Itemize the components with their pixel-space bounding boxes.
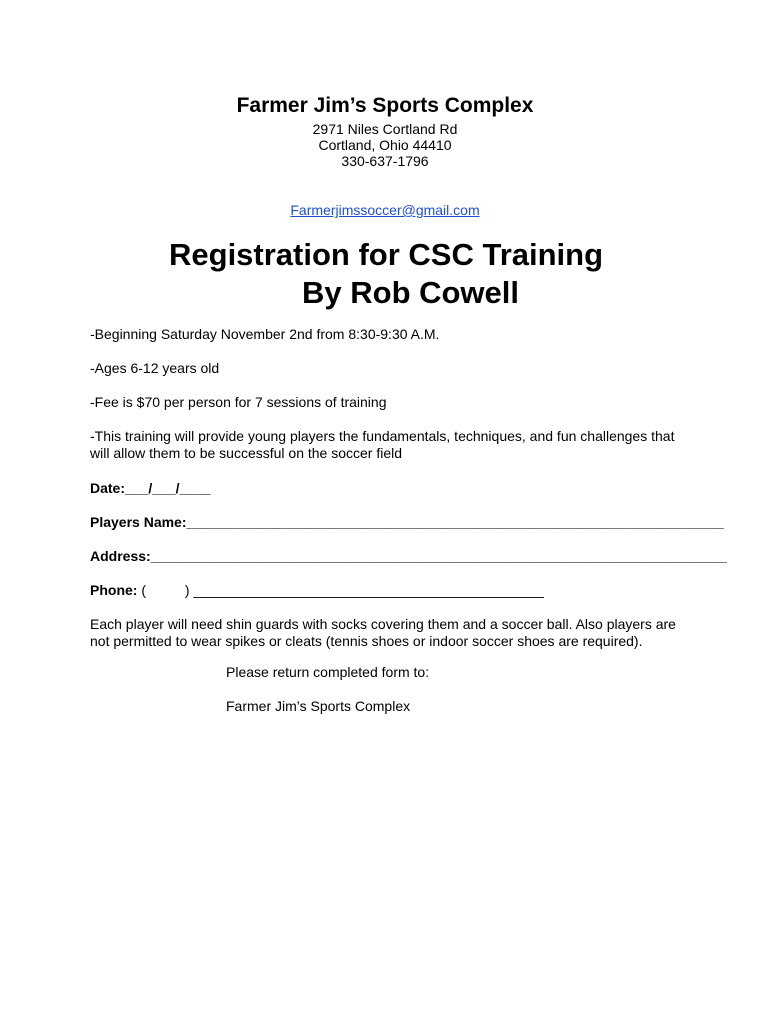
address-field[interactable]: Address:__________________________________________________________________________ — [90, 548, 727, 564]
date-field[interactable]: Date:___/___/____ — [90, 480, 211, 496]
equipment-note: Each player will need shin guards with socks covering them and a soccer ball. Also players are not permitted to wear spikes or cleats (tennis shoes or indoor soccer shoes are required). — [90, 616, 676, 649]
players-name-field[interactable]: Players Name:_____________________________________________________________________ — [90, 514, 724, 530]
detail-description: -This training will provide young players the fundamentals, techniques, and fun challenges that will allow them to be successful on the soccer field — [90, 428, 675, 461]
email-link[interactable]: Farmerjimssoccer@gmail.com — [290, 202, 480, 218]
detail-start: -Beginning Saturday November 2nd from 8:30-9:30 A.M. — [90, 326, 440, 342]
address-city: Cortland, Ohio 44410 — [318, 137, 452, 153]
title-line1: Registration for CSC Training — [169, 237, 604, 272]
detail-ages: -Ages 6-12 years old — [90, 360, 220, 376]
email-block — [0, 202, 770, 219]
detail-fee: -Fee is $70 per person for 7 sessions of training — [90, 394, 387, 410]
org-name-heading: Farmer Jim’s Sports Complex — [236, 94, 534, 117]
phone-field[interactable] — [90, 582, 690, 599]
phone-label: Phone: — [90, 582, 138, 598]
return-name: Farmer Jim’s Sports Complex — [226, 698, 411, 714]
title-line2: By Rob Cowell — [302, 275, 520, 310]
address-street: 2971 Niles Cortland Rd — [312, 121, 458, 137]
phone-blank[interactable]: ( ) _____________________________________________ — [137, 582, 544, 598]
return-instruction: Please return completed form to: — [226, 664, 430, 680]
address-phone: 330-637-1796 — [341, 153, 429, 169]
